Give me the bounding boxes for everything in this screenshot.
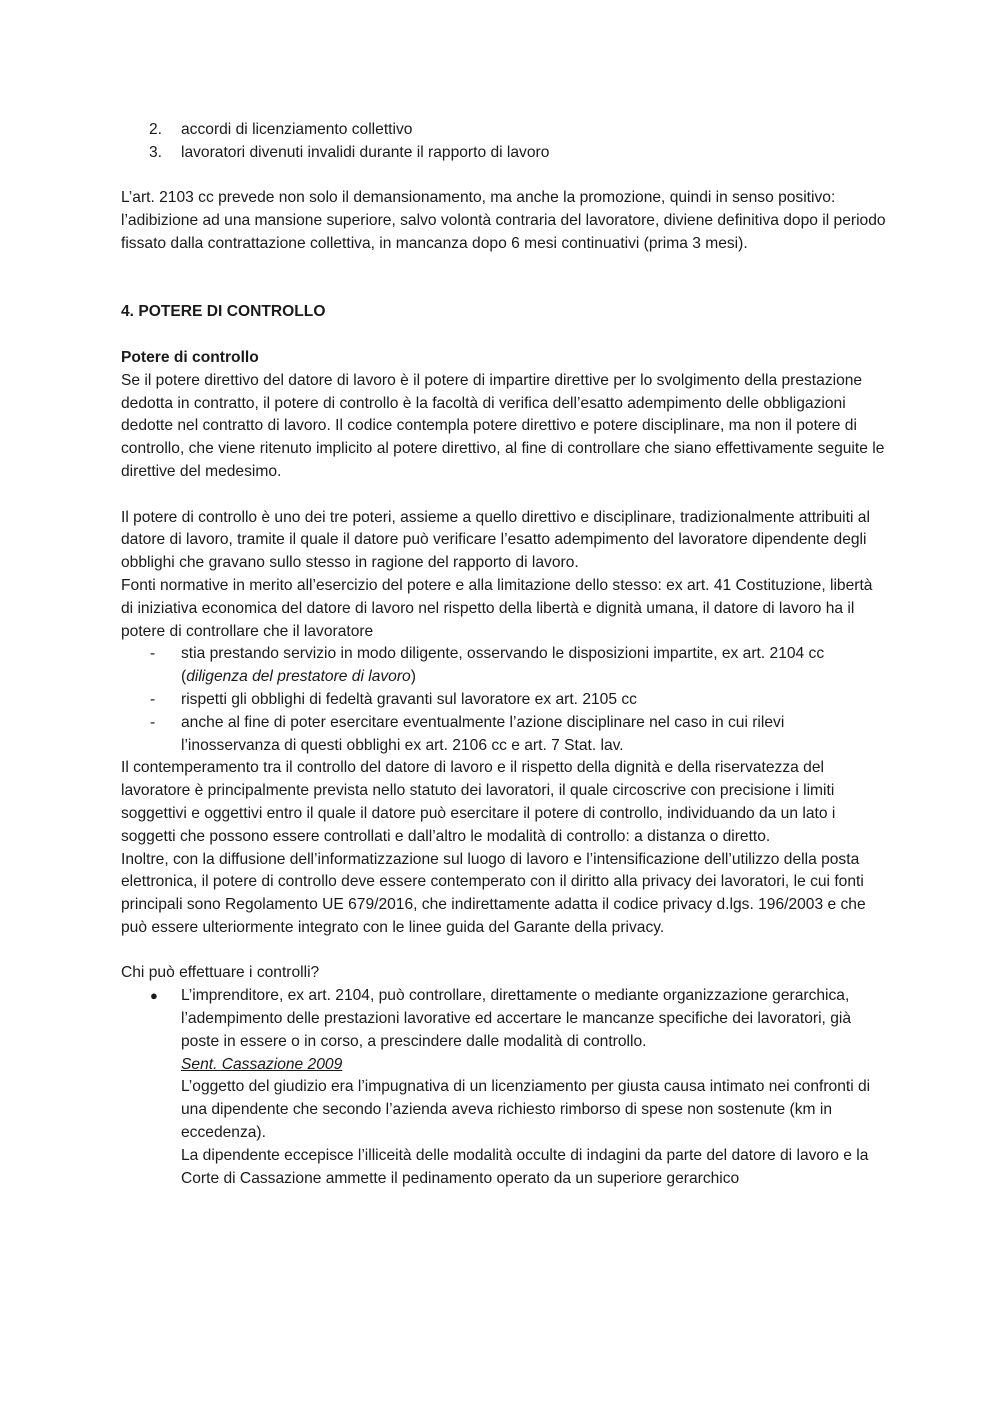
paragraph-fonti: Fonti normative in merito all’esercizio del potere e alla limitazione dello stesso: ex art. 41 Costituzione, libertà di iniziativa economica del datore di lavoro nel rispetto della libertà e dignità umana, il datore di lavoro ha il potere di controllare che il lavoratore <box>121 576 873 640</box>
spacer <box>121 940 886 963</box>
dash-marker: - <box>150 690 156 708</box>
list-item <box>121 985 886 1190</box>
case-text-continued: La dipendente eccepisce l’illiceità delle modalità occulte di indagini da parte del datore di lavoro e la Corte di Cassazione ammette il pedinamento operato da un superiore gerarchico <box>181 1146 869 1187</box>
list-item-text: stia prestando servizio in modo diligente, osservando le disposizioni impartite, ex art. 2104 cc ( <box>181 645 825 686</box>
dash-marker: - <box>150 645 156 663</box>
bullet-marker: ● <box>150 988 158 1004</box>
paragraph-definition: Se il potere direttivo del datore di lavoro è il potere di impartire direttive per lo svolgimento della prestazione dedotta in contratto, il potere di controllo è la facoltà di verifica dell’esatto adempimento delle obbligazioni dedotte nel contratto di lavoro. Il codice contempla potere direttivo e potere disciplinare, ma non il potere di controllo, che viene ritenuto implicito al potere direttivo, al fine di controllare che siano effettivamente seguite le direttive del medesimo. <box>121 371 885 480</box>
document-page <box>121 119 886 1190</box>
section-title: 4. POTERE DI CONTROLLO <box>121 303 326 321</box>
bullet-text: L’imprenditore, ex art. 2104, può controllare, direttamente o mediante organizzazione gerarchica, l’adempimento delle prestazioni lavorative ed accertare le mancanze specifiche dei lavoratori, già poste in essere o in corso, a prescindere dalle modalità di controllo. <box>181 987 852 1050</box>
dash-marker: - <box>150 713 156 731</box>
list-item <box>121 643 886 689</box>
list-item <box>121 712 886 758</box>
spacer <box>121 165 886 188</box>
subsection-title: Potere di controllo <box>121 348 259 366</box>
dash-list <box>121 643 886 757</box>
case-text: L’oggetto del giudizio era l’impugnativa di un licenziamento per giusta causa intimato nei confronti di una dipendente che secondo l’azienda aveva richiesto rimborso di spese non sostenute (km in eccedenza). <box>181 1078 871 1142</box>
paragraph-tre-poteri: Il potere di controllo è uno dei tre poteri, assieme a quello direttivo e disciplinare, tradizionalmente attribuiti al datore di lavoro, tramite il quale il datore può verificare l’esatto adempimento del lavoratore dipendente degli obblighi che gravano sullo stesso in ragione del rapporto di lavoro. <box>121 508 870 572</box>
bullet-list <box>121 985 886 1190</box>
list-item <box>121 142 886 165</box>
list-item-emphasis: diligenza del prestatore di lavoro <box>186 668 411 686</box>
paragraph-question: Chi può effettuare i controlli? <box>121 964 320 982</box>
spacer <box>121 484 886 507</box>
list-item-text-end: ) <box>410 668 416 686</box>
list-number: 3. <box>149 143 163 161</box>
spacer <box>121 256 886 302</box>
paragraph-art2103: L’art. 2103 cc prevede non solo il demansionamento, ma anche la promozione, quindi in senso positivo: l’adibizione ad una mansione superiore, salvo volontà contraria del lavoratore, diviene definitiva dopo il periodo fissato dalla contrattazione collettiva, in mancanza dopo 6 mesi continuativi (prima 3 mesi). <box>121 189 886 252</box>
spacer <box>121 324 886 347</box>
list-item-text: accordi di licenziamento collettivo <box>181 121 413 138</box>
list-item-text: lavoratori divenuti invalidi durante il rapporto di lavoro <box>181 143 550 161</box>
intro-numbered-list <box>121 119 886 165</box>
paragraph-inoltre: Inoltre, con la diffusione dell’informatizzazione sul luogo di lavoro e l’intensificazione dell’utilizzo della posta elettronica, il potere di controllo deve essere contemperato con il diritto alla privacy dei lavoratori, le cui fonti principali sono Regolamento UE 679/2016, che indirettamente adatta il codice privacy d.lgs. 196/2003 e che può essere ulteriormente integrato con le linee guida del Garante della privacy. <box>121 850 866 936</box>
list-item <box>121 689 886 712</box>
list-number: 2. <box>149 121 163 138</box>
case-title: Sent. Cassazione 2009 <box>181 1055 343 1073</box>
list-item <box>121 119 886 142</box>
paragraph-contemperamento: Il contemperamento tra il controllo del datore di lavoro e il rispetto della dignità e della riservatezza del lavoratore è principalmente prevista nello statuto dei lavoratori, il quale circoscrive con precisione i limiti soggettivi e oggettivi entro il quale il datore può esercitare il potere di controllo, individuando da un lato i soggetti che possono essere controllati e dall’altro le modalità di controllo: a distanza o diretto. <box>121 759 836 845</box>
list-item-text: anche al fine di poter esercitare eventualmente l’azione disciplinare nel caso in cui rilevi l’inosservanza di questi obblighi ex art. 2106 cc e art. 7 Stat. lav. <box>181 713 785 754</box>
list-item-text: rispetti gli obblighi di fedeltà gravanti sul lavoratore ex art. 2105 cc <box>181 690 637 708</box>
